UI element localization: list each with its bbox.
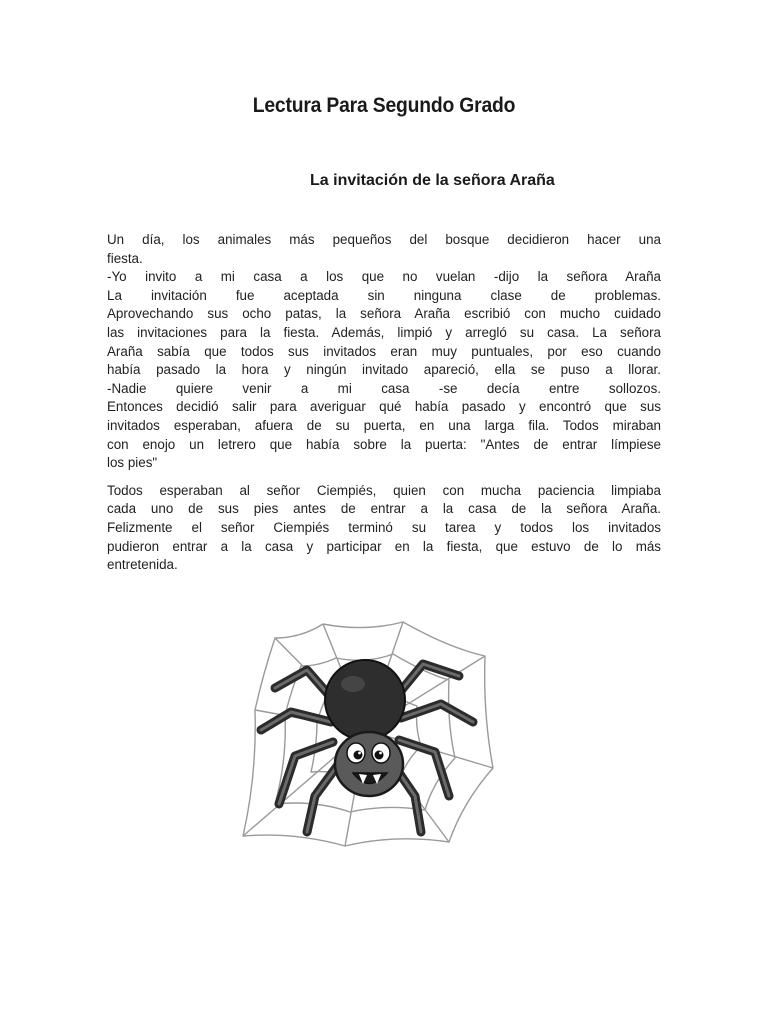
- text-line: Entonces decidió salir para averiguar qué había pasado y encontró que sus: [107, 399, 661, 415]
- text-line: Un día, los animales más pequeños del bosque decidieron hacer una: [107, 232, 661, 247]
- story-paragraph-1: [107, 231, 661, 473]
- story-body: [107, 231, 661, 575]
- text-line: cada uno de sus pies antes de entrar a la casa de la señora Araña.: [107, 501, 661, 517]
- text-line: los pies": [107, 455, 158, 471]
- text-line: fiesta.: [107, 250, 143, 266]
- text-line: pudieron entrar a la casa y participar en la fiesta, que estuvo de lo más: [107, 538, 661, 554]
- text-line: Todos esperaban al señor Ciempiés, quien con mucha paciencia limpiaba: [107, 482, 661, 498]
- text-line: La invitación fue aceptada sin ninguna clase de problemas.: [107, 287, 661, 303]
- text-line: las invitaciones para la fiesta. Además, limpió y arregló su casa. La señora: [107, 324, 661, 340]
- story-paragraph-2: [107, 482, 661, 575]
- story-title: La invitación de la señora Araña: [310, 172, 555, 189]
- spider-body: [325, 660, 405, 740]
- spider-on-web-icon: [235, 618, 497, 850]
- spider-head: [335, 732, 403, 796]
- text-line: -Nadie quiere venir a mi casa -se decía entre sollozos.: [107, 380, 661, 396]
- text-line: Araña sabía que todos sus invitados eran muy puntuales, por eso cuando: [107, 343, 661, 359]
- text-line: invitados esperaban, afuera de su puerta, en una larga fila. Todos miraban: [107, 417, 661, 433]
- text-line: Aprovechando sus ocho patas, la señora Araña escribió con mucho cuidado: [107, 306, 661, 322]
- text-line: con enojo un letrero que había sobre la puerta: "Antes de entrar límpiese: [107, 436, 661, 452]
- document-title: Lectura Para Segundo Grado: [252, 94, 516, 117]
- text-line: entretenida.: [107, 557, 178, 573]
- text-line: Felizmente el señor Ciempiés terminó su tarea y todos los invitados: [107, 519, 661, 535]
- text-line: había pasado la hora y ningún invitado apareció, ella se puso a llorar.: [107, 362, 661, 378]
- text-line: -Yo invito a mi casa a los que no vuelan -dijo la señora Araña: [107, 269, 661, 285]
